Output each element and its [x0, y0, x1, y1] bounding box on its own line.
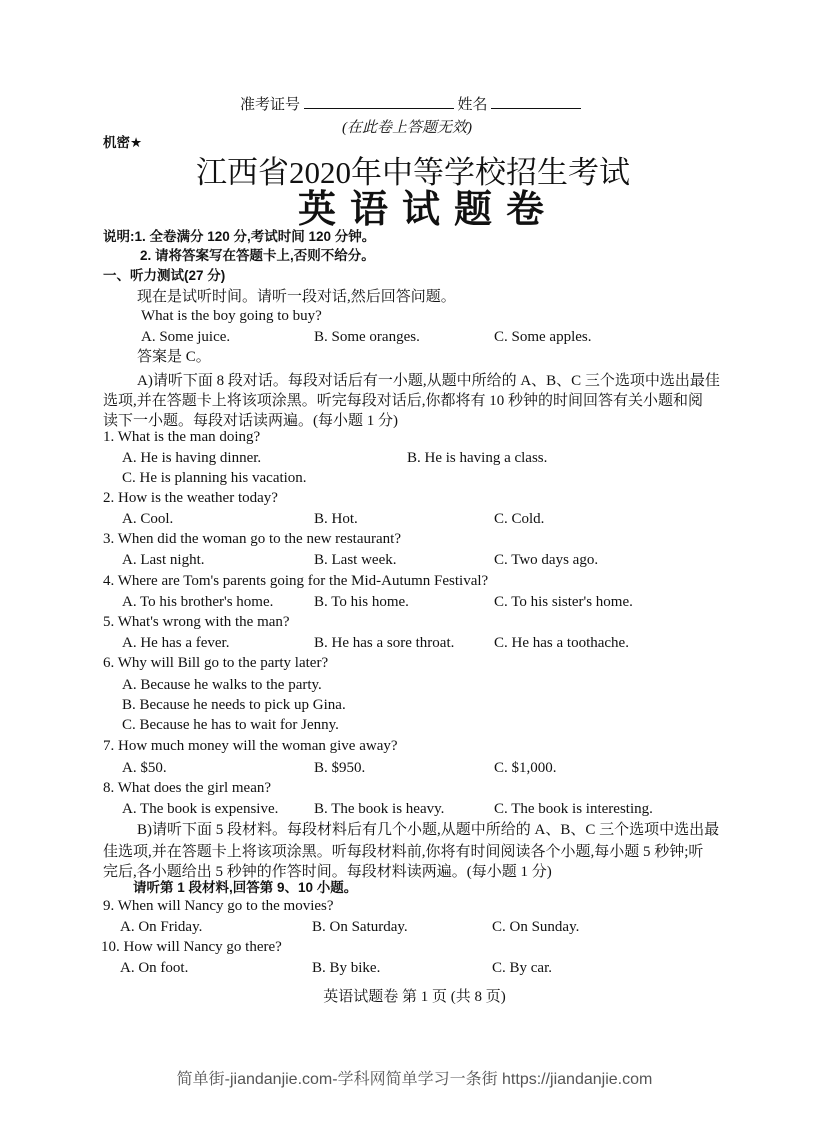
part-a-text: A)请听下面 8 段对话。每段对话后有一小题,从题中所给的 A、B、C 三个选项中选出最佳: [137, 373, 720, 389]
option: C. Two days ago.: [494, 552, 599, 568]
option: A. Cool.: [122, 511, 174, 527]
question: 8. What does the girl mean?: [103, 780, 272, 796]
option: B. Last week.: [314, 552, 397, 568]
question: 4. Where are Tom's parents going for the Mid-Autumn Festival?: [103, 573, 489, 589]
option: A. On foot.: [120, 960, 189, 976]
option: B. To his home.: [314, 594, 409, 610]
exam-id-blank: [304, 94, 454, 109]
trial-question: What is the boy going to buy?: [141, 308, 322, 324]
exam-id-label: 准考证号: [240, 97, 301, 113]
option: A. To his brother's home.: [122, 594, 274, 610]
material-1-note: 请听第 1 段材料,回答第 9、10 小题。: [133, 880, 358, 895]
option: C. By car.: [492, 960, 552, 976]
option: A. Because he walks to the party.: [122, 677, 322, 693]
exam-subtitle: 英语试题卷: [298, 189, 559, 231]
option: A. The book is expensive.: [122, 801, 279, 817]
page-footer: 英语试题卷 第 1 页 (共 8 页): [323, 989, 506, 1005]
option: C. He has a toothache.: [494, 635, 629, 651]
part-b-text: 佳选项,并在答题卡上将该项涂黑。听每段材料前,你将有时间阅读各个小题,每小题 5 秒钟;听: [103, 844, 704, 860]
option: C. $1,000.: [494, 760, 557, 776]
watermark: 简单街-jiandanjie.com-学科网简单学习一条街 https://jiandanjie.com: [176, 1071, 653, 1088]
part-b-text: 完后,各小题给出 5 秒钟的作答时间。每段材料读两遍。(每小题 1 分): [103, 864, 552, 880]
exam-title: 江西省2020年中等学校招生考试: [196, 155, 630, 190]
question: 5. What's wrong with the man?: [103, 614, 290, 630]
question: 3. When did the woman go to the new restaurant?: [103, 531, 401, 547]
name-label: 姓名: [457, 97, 488, 113]
option: B. Because he needs to pick up Gina.: [122, 697, 346, 713]
part-a-text: 选项,并在答题卡上将该项涂黑。听完每段对话后,你都将有 10 秒钟的时间回答有关小题和阅: [103, 393, 704, 409]
invalid-note: (在此卷上答题无效): [342, 120, 472, 136]
question: 10. How will Nancy go there?: [101, 939, 282, 955]
option: C. Cold.: [494, 511, 545, 527]
section-heading: 一、听力测试(27 分): [103, 268, 226, 283]
option: A. On Friday.: [120, 919, 203, 935]
option: B. He is having a class.: [407, 450, 548, 466]
option: A. Last night.: [122, 552, 205, 568]
option: B. On Saturday.: [312, 919, 408, 935]
option: A. He has a fever.: [122, 635, 230, 651]
option: B. The book is heavy.: [314, 801, 445, 817]
question: 7. How much money will the woman give away?: [103, 738, 398, 754]
option: C. He is planning his vacation.: [122, 470, 307, 486]
trial-option: A. Some juice.: [141, 329, 231, 345]
secret-mark: 机密★: [103, 135, 143, 150]
question: 2. How is the weather today?: [103, 490, 278, 506]
trial-intro: 现在是试听时间。请听一段对话,然后回答问题。: [137, 289, 456, 305]
option: C. On Sunday.: [492, 919, 580, 935]
instruction-2: 2. 请将答案写在答题卡上,否则不给分。: [140, 248, 375, 263]
option: B. $950.: [314, 760, 366, 776]
part-a-text: 读下一小题。每段对话读两遍。(每小题 1 分): [103, 413, 398, 429]
exam-id-field: [240, 94, 581, 115]
option: C. Because he has to wait for Jenny.: [122, 717, 339, 733]
option: A. $50.: [122, 760, 167, 776]
option: B. He has a sore throat.: [314, 635, 455, 651]
part-b-text: B)请听下面 5 段材料。每段材料后有几个小题,从题中所给的 A、B、C 三个选项中选出最: [137, 822, 720, 838]
name-blank: [491, 94, 581, 109]
option: C. The book is interesting.: [494, 801, 653, 817]
option: C. To his sister's home.: [494, 594, 633, 610]
trial-option: B. Some oranges.: [314, 329, 420, 345]
question: 6. Why will Bill go to the party later?: [103, 655, 329, 671]
trial-option: C. Some apples.: [494, 329, 592, 345]
question: 9. When will Nancy go to the movies?: [103, 898, 334, 914]
option: B. By bike.: [312, 960, 381, 976]
trial-answer: 答案是 C。: [137, 349, 211, 365]
option: B. Hot.: [314, 511, 358, 527]
instruction-1: 说明:1. 全卷满分 120 分,考试时间 120 分钟。: [103, 229, 376, 244]
option: A. He is having dinner.: [122, 450, 262, 466]
question: 1. What is the man doing?: [103, 429, 261, 445]
